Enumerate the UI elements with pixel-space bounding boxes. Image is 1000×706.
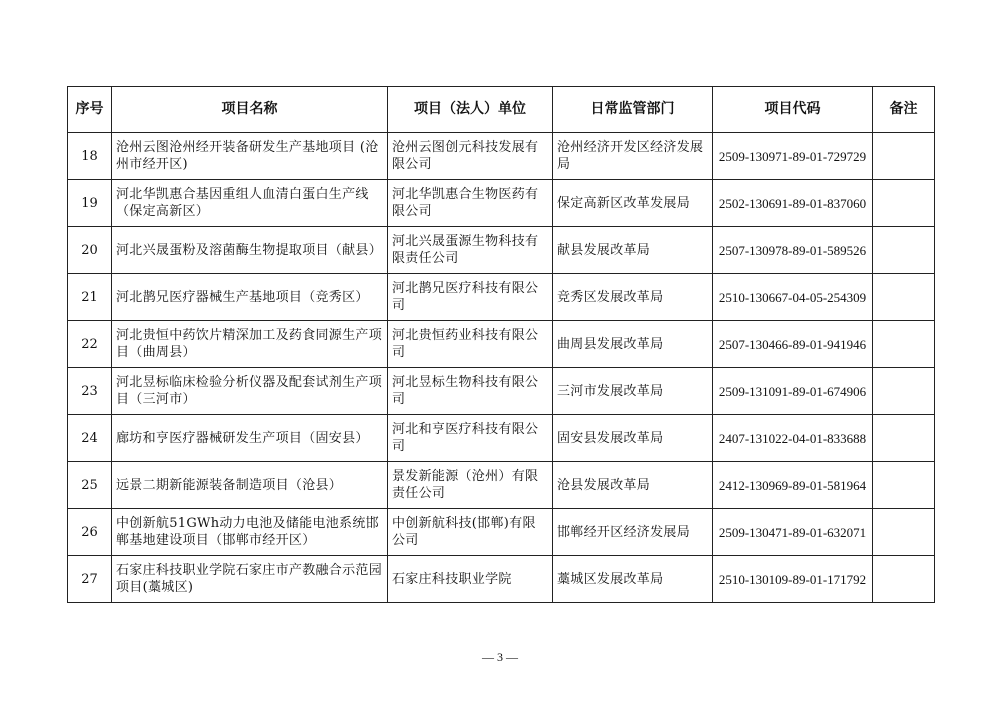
cell-project-name: 河北华凯惠合基因重组人血清白蛋白生产线（保定高新区） — [112, 180, 388, 227]
cell-legal-unit: 河北鹊兄医疗科技有限公司 — [388, 274, 553, 321]
cell-project-code: 2412-130969-89-01-581964 — [713, 462, 873, 509]
table-row — [68, 227, 935, 274]
table-row — [68, 133, 935, 180]
table-row — [68, 274, 935, 321]
header-project-name: 项目名称 — [112, 87, 388, 133]
cell-project-code: 2507-130978-89-01-589526 — [713, 227, 873, 274]
project-table — [67, 86, 935, 603]
cell-legal-unit: 沧州云图创元科技发展有限公司 — [388, 133, 553, 180]
table-row — [68, 415, 935, 462]
cell-project-code: 2502-130691-89-01-837060 — [713, 180, 873, 227]
header-remarks: 备注 — [873, 87, 935, 133]
cell-serial: 26 — [68, 509, 112, 556]
table-row — [68, 180, 935, 227]
cell-supervision-dept: 竞秀区发展改革局 — [553, 274, 713, 321]
cell-serial: 25 — [68, 462, 112, 509]
table-row — [68, 462, 935, 509]
cell-remarks — [873, 462, 935, 509]
cell-project-code: 2509-130471-89-01-632071 — [713, 509, 873, 556]
cell-project-code: 2407-131022-04-01-833688 — [713, 415, 873, 462]
cell-legal-unit: 河北和亨医疗科技有限公司 — [388, 415, 553, 462]
cell-remarks — [873, 274, 935, 321]
cell-remarks — [873, 368, 935, 415]
cell-legal-unit: 石家庄科技职业学院 — [388, 556, 553, 603]
cell-project-code: 2509-131091-89-01-674906 — [713, 368, 873, 415]
cell-legal-unit: 河北华凯惠合生物医药有限公司 — [388, 180, 553, 227]
cell-project-name: 石家庄科技职业学院石家庄市产教融合示范园项目(藁城区) — [112, 556, 388, 603]
cell-serial: 18 — [68, 133, 112, 180]
cell-remarks — [873, 133, 935, 180]
page-number: — 3 — — [482, 650, 518, 664]
cell-project-code: 2509-130971-89-01-729729 — [713, 133, 873, 180]
cell-remarks — [873, 227, 935, 274]
cell-serial: 19 — [68, 180, 112, 227]
cell-supervision-dept: 献县发展改革局 — [553, 227, 713, 274]
cell-supervision-dept: 曲周县发展改革局 — [553, 321, 713, 368]
cell-project-name: 河北贵恒中药饮片精深加工及药食同源生产项目（曲周县） — [112, 321, 388, 368]
table-row — [68, 556, 935, 603]
cell-legal-unit: 河北贵恒药业科技有限公司 — [388, 321, 553, 368]
cell-serial: 24 — [68, 415, 112, 462]
cell-project-name: 沧州云图沧州经开装备研发生产基地项目 (沧州市经开区) — [112, 133, 388, 180]
cell-serial: 20 — [68, 227, 112, 274]
cell-serial: 21 — [68, 274, 112, 321]
cell-supervision-dept: 保定高新区改革发展局 — [553, 180, 713, 227]
cell-legal-unit: 中创新航科技(邯郸)有限公司 — [388, 509, 553, 556]
header-serial: 序号 — [68, 87, 112, 133]
cell-serial: 27 — [68, 556, 112, 603]
cell-remarks — [873, 321, 935, 368]
cell-supervision-dept: 藁城区发展改革局 — [553, 556, 713, 603]
header-legal-unit: 项目（法人）单位 — [388, 87, 553, 133]
table-row — [68, 509, 935, 556]
cell-supervision-dept: 固安县发展改革局 — [553, 415, 713, 462]
cell-project-name: 河北鹊兄医疗器械生产基地项目（竞秀区） — [112, 274, 388, 321]
cell-serial: 22 — [68, 321, 112, 368]
table-row — [68, 321, 935, 368]
header-project-code: 项目代码 — [713, 87, 873, 133]
header-supervision-dept: 日常监管部门 — [553, 87, 713, 133]
cell-remarks — [873, 415, 935, 462]
cell-remarks — [873, 180, 935, 227]
cell-supervision-dept: 邯郸经开区经济发展局 — [553, 509, 713, 556]
cell-project-name: 中创新航51GWh动力电池及储能电池系统邯郸基地建设项目（邯郸市经开区） — [112, 509, 388, 556]
cell-remarks — [873, 509, 935, 556]
cell-project-code: 2507-130466-89-01-941946 — [713, 321, 873, 368]
cell-remarks — [873, 556, 935, 603]
cell-project-code: 2510-130109-89-01-171792 — [713, 556, 873, 603]
cell-project-name: 远景二期新能源装备制造项目（沧县） — [112, 462, 388, 509]
cell-legal-unit: 景发新能源（沧州）有限责任公司 — [388, 462, 553, 509]
cell-serial: 23 — [68, 368, 112, 415]
cell-legal-unit: 河北昱标生物科技有限公司 — [388, 368, 553, 415]
cell-project-code: 2510-130667-04-05-254309 — [713, 274, 873, 321]
table-header-row — [68, 87, 935, 133]
cell-project-name: 河北兴晟蛋粉及溶菌酶生物提取项目（献县） — [112, 227, 388, 274]
cell-supervision-dept: 沧县发展改革局 — [553, 462, 713, 509]
cell-supervision-dept: 沧州经济开发区经济发展局 — [553, 133, 713, 180]
cell-supervision-dept: 三河市发展改革局 — [553, 368, 713, 415]
cell-project-name: 河北昱标临床检验分析仪器及配套试剂生产项目（三河市） — [112, 368, 388, 415]
table-row — [68, 368, 935, 415]
cell-project-name: 廊坊和亨医疗器械研发生产项目（固安县） — [112, 415, 388, 462]
cell-legal-unit: 河北兴晟蛋源生物科技有限责任公司 — [388, 227, 553, 274]
